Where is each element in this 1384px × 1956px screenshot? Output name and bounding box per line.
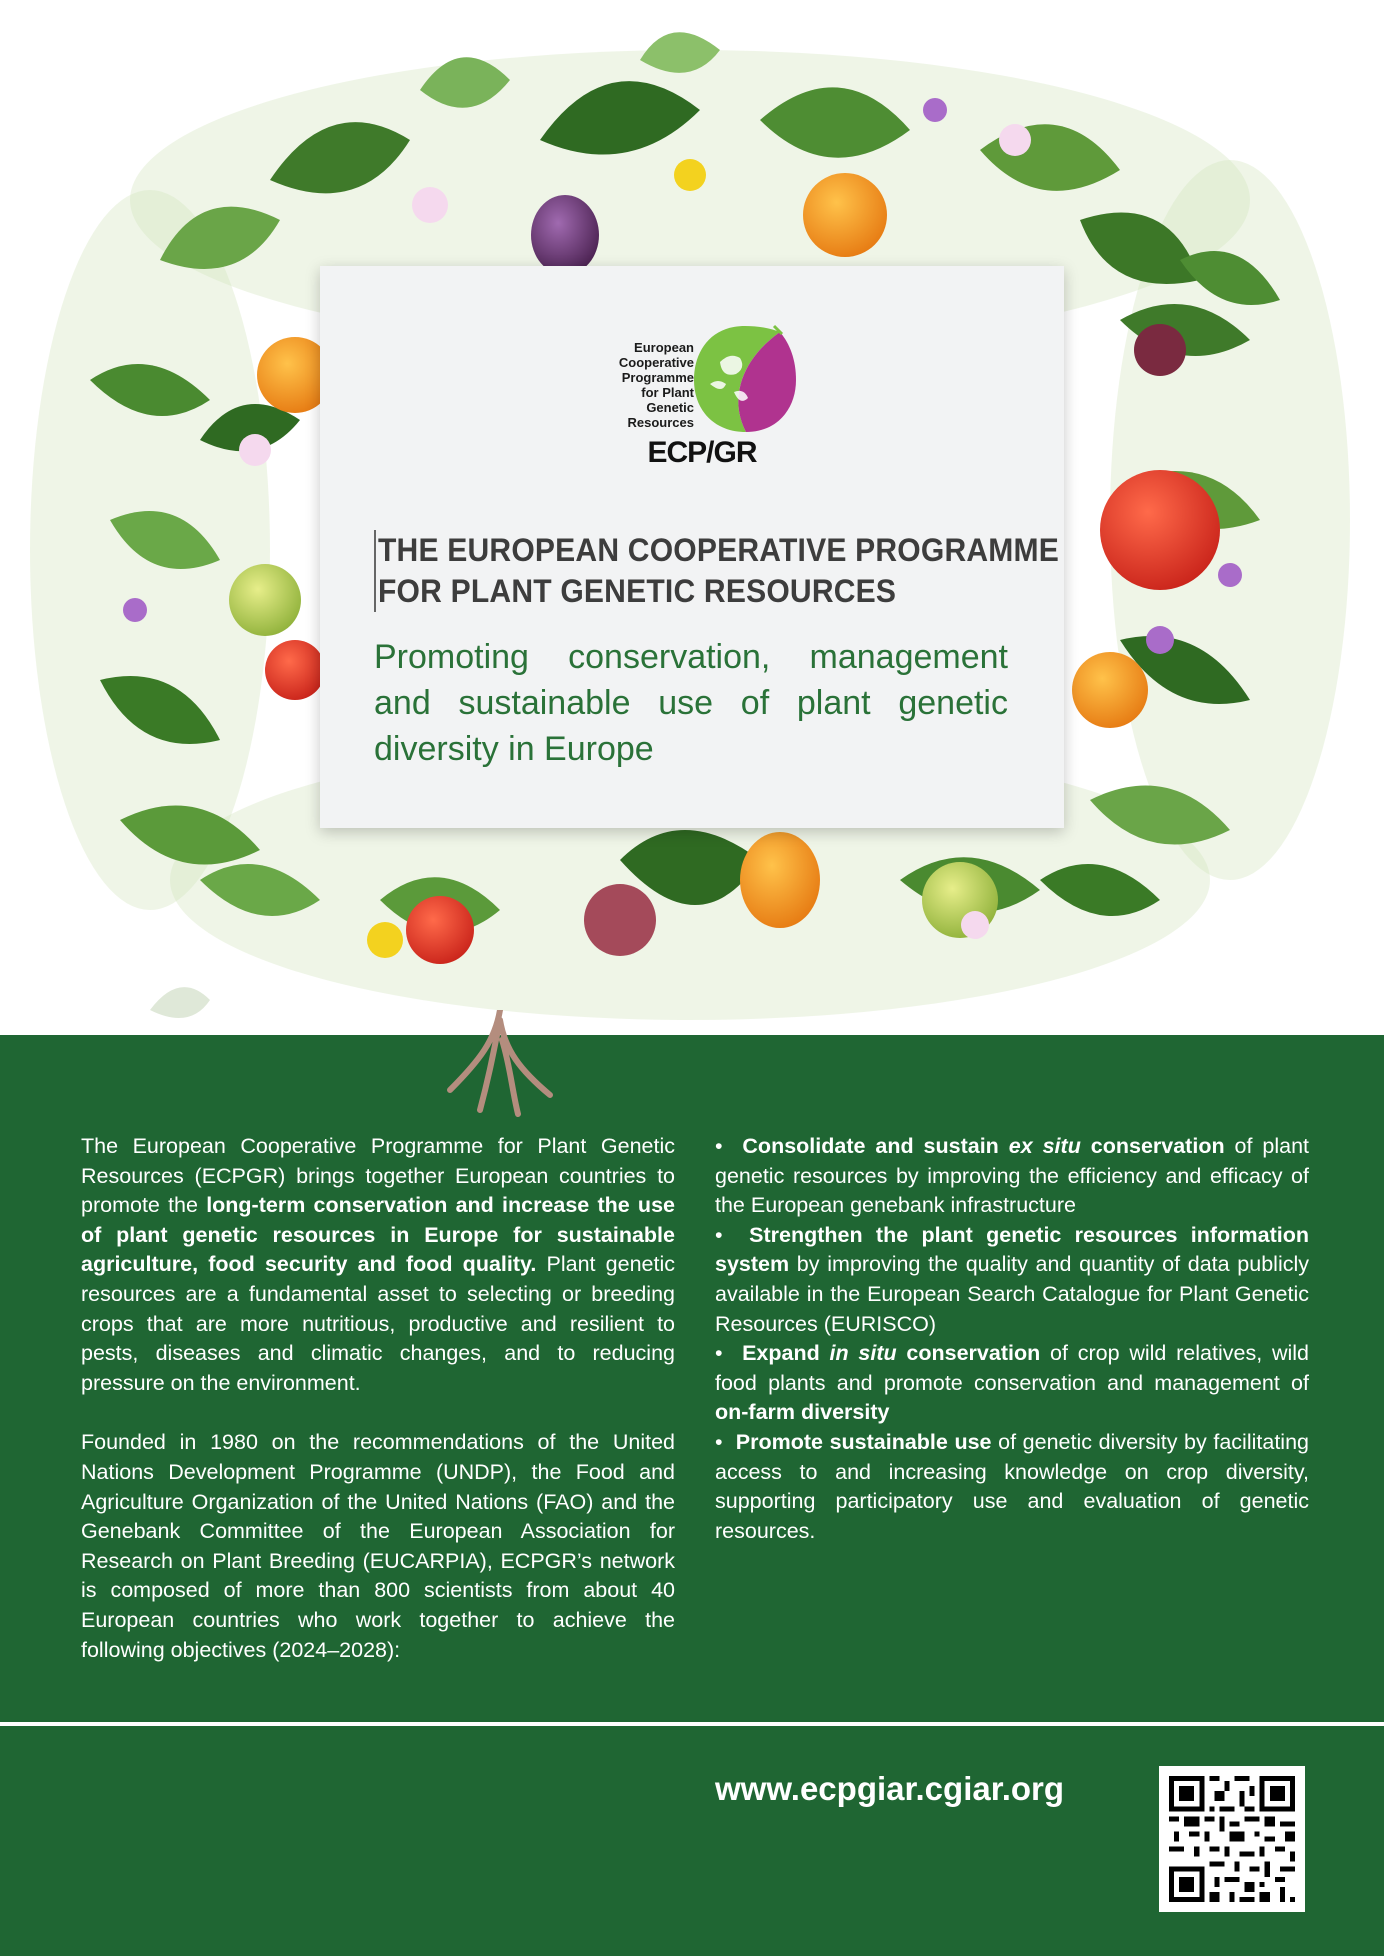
ecpgr-logo [590,320,790,470]
objective-item: • Strengthen the plant genetic resources information system by improving the quality and quantity of data publicly available in the European Search Catalogue for Plant Genetic Resources (EURISCO) [715,1222,1310,1336]
website-link[interactable]: www.ecpgiar.cgiar.org [715,1770,1065,1807]
roots-illustration [440,1010,560,1120]
logo-acronym: ECP/GR [647,436,757,469]
qr-code-graphic [1159,1766,1305,1912]
qr-code-icon[interactable] [1159,1766,1305,1912]
footer-divider [0,1722,1384,1726]
objective-item: • Expand in situ conservation of crop wild relatives, wild food plants and promote conservation and management of on-farm diversity [715,1341,1309,1425]
europe-globe-leaf-icon [690,322,800,440]
objectives-list [715,1132,1309,1546]
logo-words: European Cooperative Programme for Plant Genetic Resources [618,340,694,430]
history-paragraph: Founded in 1980 on the recommendations of the United Nations Development Programme (UNDP), the Food and Agriculture Organization of the United Nations (FAO) and the Genebank Committee of the European Association for Research on Plant Breeding (EUCARPIA), ECPGR’s network is composed of more than 800 scientists from about 40 European countries who work together to achieve the following objectives (2024–2028): [81,1430,675,1662]
title-card [320,266,1064,828]
objective-item: • Promote sustainable use of genetic diversity by facilitating access to and increasing knowledge on crop diversity, supporting participatory use and evaluation of genetic resources. [715,1429,1309,1543]
objective-item: • Consolidate and sustain ex situ conservation of plant genetic resources by improving the efficiency and efficacy of the European genebank infrastructure [715,1134,1310,1218]
intro-paragraph: The European Cooperative Programme for Plant Genetic Resources (ECPGR) brings together European countries to promote the long-term conservation and increase the use of plant genetic resources in Europe for sustainable agriculture, food security and food quality. Plant genetic resources are a fundamental asset to selecting or breeding crops that are more nutritious, productive and resilient to pests, diseases and climatic changes, and to reducing pressure on the environment. [81,1134,676,1395]
intro-column [81,1132,675,1665]
page-subtitle: Promoting conservation, management and sustainable use of plant genetic diversity in Europe [374,638,1008,768]
page-title: THE EUROPEAN COOPERATIVE PROGRAMME FOR PLANT GENETIC RESOURCES [374,530,1028,612]
